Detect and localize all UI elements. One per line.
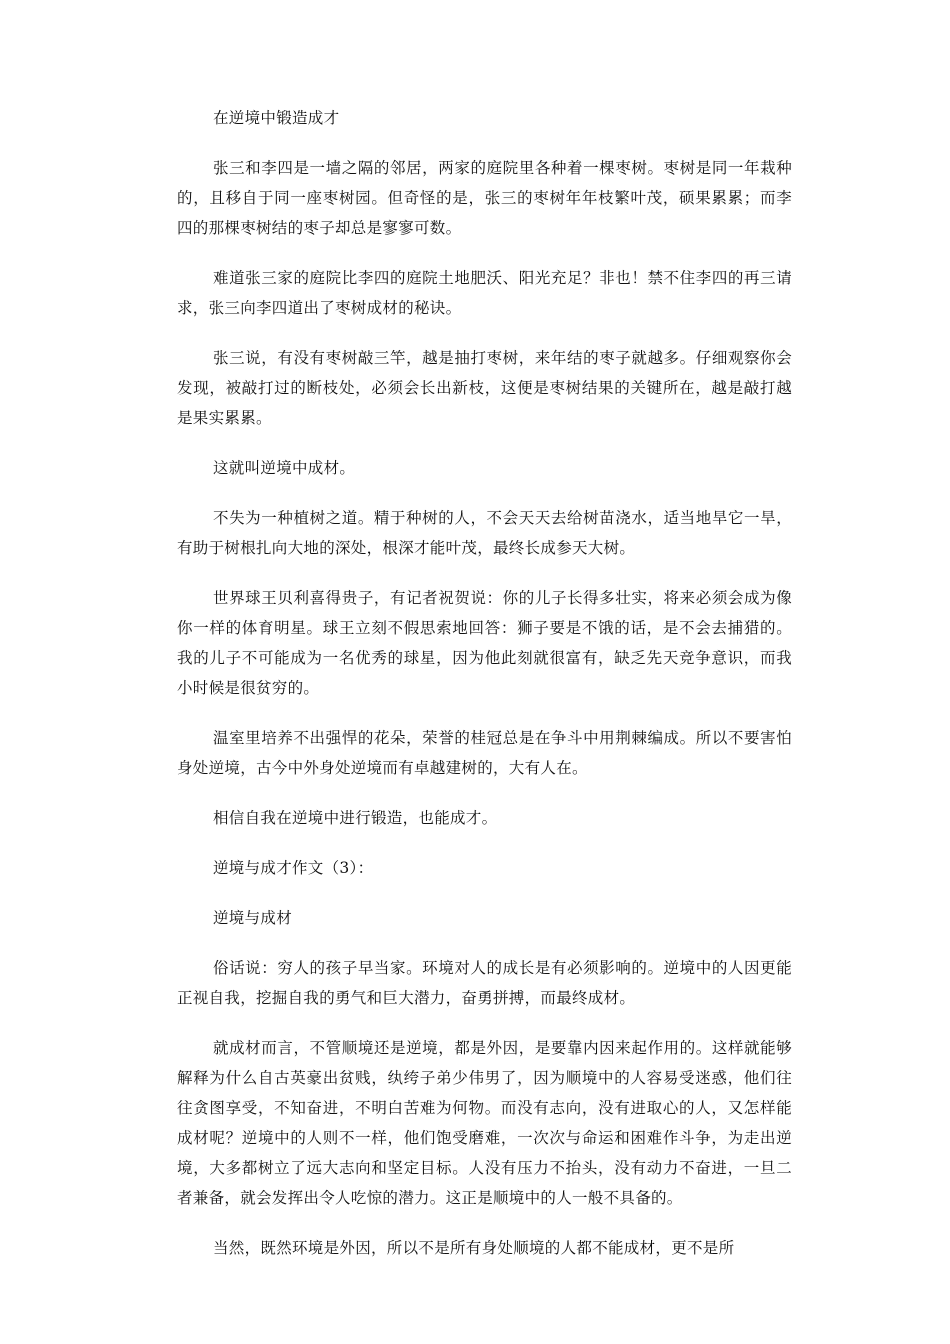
section-heading: 逆境与成才作文（3）： [213,859,374,877]
paragraph: 相信自我在逆境中进行锻造，也能成才。 [213,809,498,827]
paragraph: 就成材而言，不管顺境还是逆境，都是外因，是要靠内因来起作用的。这样就能够解释为什么自古英豪出贫贱，纨绔子弟少伟男了，因为顺境中的人容易受迷惑，他们往往贪图享受，不知奋进，不明白苦难为何物。而没有志向，没有进取心的人，又怎样能成材呢？逆境中的人则不一样，他们饱受磨难，一次次与命运和困难作斗争，为走出逆境，大多都树立了远大志向和坚定目标。人没有压力不抬头，没有动力不奋进，一旦二者兼备，就会发挥出令人吃惊的潜力。这正是顺境中的人一般不具备的。 [177,1039,792,1207]
paragraph: 世界球王贝利喜得贵子，有记者祝贺说：你的儿子长得多壮实，将来必须会成为像你一样的体育明星。球王立刻不假思索地回答：狮子要是不饿的话，是不会去捕猎的。我的儿子不可能成为一名优秀的球星，因为他此刻就很富有，缺乏先天竞争意识，而我小时候是很贫穷的。 [177,589,792,697]
paragraph: 温室里培养不出强悍的花朵，荣誉的桂冠总是在争斗中用荆棘编成。所以不要害怕身处逆境，古今中外身处逆境而有卓越建树的，大有人在。 [177,729,792,777]
article-body [177,103,792,1283]
paragraph: 张三和李四是一墙之隔的邻居，两家的庭院里各种着一棵枣树。枣树是同一年栽种的，且移自于同一座枣树园。但奇怪的是，张三的枣树年年枝繁叶茂，硕果累累；而李四的那棵枣树结的枣子却总是寥寥可数。 [177,159,792,237]
paragraph: 难道张三家的庭院比李四的庭院土地肥沃、阳光充足？非也！禁不住李四的再三请求，张三向李四道出了枣树成材的秘诀。 [177,269,792,317]
paragraph: 不失为一种植树之道。精于种树的人，不会天天去给树苗浇水，适当地旱它一旱，有助于树根扎向大地的深处，根深才能叶茂，最终长成参天大树。 [177,509,792,557]
paragraph: 当然，既然环境是外因，所以不是所有身处顺境的人都不能成材，更不是所 [213,1239,735,1257]
section-title: 逆境与成材 [213,909,293,927]
article-title: 在逆境中锻造成才 [213,109,340,127]
paragraph: 张三说，有没有枣树敲三竿，越是抽打枣树，来年结的枣子就越多。仔细观察你会发现，被敲打过的断枝处，必须会长出新枝，这便是枣树结果的关键所在，越是敲打越是果实累累。 [177,349,792,427]
paragraph: 俗话说：穷人的孩子早当家。环境对人的成长是有必须影响的。逆境中的人因更能正视自我，挖掘自我的勇气和巨大潜力，奋勇拼搏，而最终成材。 [177,959,792,1007]
paragraph: 这就叫逆境中成材。 [213,459,356,477]
